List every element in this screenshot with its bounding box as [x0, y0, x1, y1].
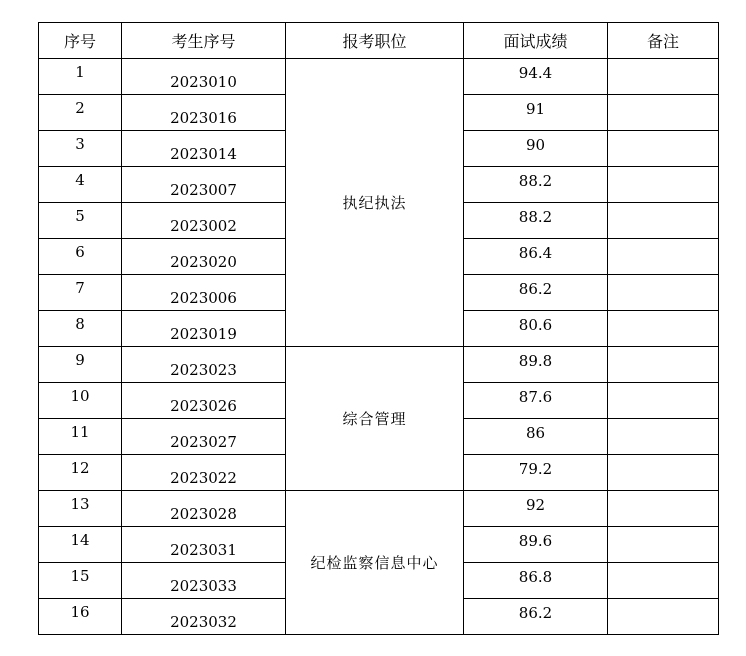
remarks-cell [608, 203, 719, 239]
candidate-number-cell: 2023010 [122, 59, 286, 95]
interview-score-table [38, 22, 719, 635]
interview-score-cell: 94.4 [464, 59, 608, 95]
remarks-cell [608, 275, 719, 311]
serial-number-cell: 16 [39, 599, 122, 635]
candidate-number-cell: 2023002 [122, 203, 286, 239]
remarks-cell [608, 59, 719, 95]
remarks-cell [608, 347, 719, 383]
candidate-number-cell: 2023026 [122, 383, 286, 419]
serial-number-cell: 14 [39, 527, 122, 563]
table-body [39, 59, 719, 635]
table-row [39, 59, 719, 95]
remarks-cell [608, 491, 719, 527]
interview-score-cell: 86.2 [464, 599, 608, 635]
table-header-row [39, 23, 719, 59]
candidate-number-cell: 2023022 [122, 455, 286, 491]
applied-position-cell: 执纪执法 [286, 59, 464, 347]
remarks-cell [608, 95, 719, 131]
serial-number-cell: 15 [39, 563, 122, 599]
candidate-number-cell: 2023027 [122, 419, 286, 455]
serial-number-cell: 3 [39, 131, 122, 167]
candidate-number-cell: 2023016 [122, 95, 286, 131]
interview-score-cell: 80.6 [464, 311, 608, 347]
serial-number-cell: 6 [39, 239, 122, 275]
interview-score-cell: 79.2 [464, 455, 608, 491]
serial-number-cell: 13 [39, 491, 122, 527]
table-row [39, 347, 719, 383]
candidate-number-cell: 2023014 [122, 131, 286, 167]
header-candidate-number: 考生序号 [122, 23, 286, 59]
serial-number-cell: 9 [39, 347, 122, 383]
interview-score-cell: 91 [464, 95, 608, 131]
serial-number-cell: 5 [39, 203, 122, 239]
remarks-cell [608, 419, 719, 455]
interview-score-cell: 88.2 [464, 167, 608, 203]
header-remarks: 备注 [608, 23, 719, 59]
applied-position-cell: 综合管理 [286, 347, 464, 491]
table-row [39, 491, 719, 527]
candidate-number-cell: 2023028 [122, 491, 286, 527]
remarks-cell [608, 383, 719, 419]
interview-score-cell: 86.8 [464, 563, 608, 599]
remarks-cell [608, 167, 719, 203]
candidate-number-cell: 2023032 [122, 599, 286, 635]
serial-number-cell: 8 [39, 311, 122, 347]
candidate-number-cell: 2023020 [122, 239, 286, 275]
remarks-cell [608, 599, 719, 635]
candidate-number-cell: 2023006 [122, 275, 286, 311]
remarks-cell [608, 527, 719, 563]
candidate-number-cell: 2023033 [122, 563, 286, 599]
remarks-cell [608, 455, 719, 491]
serial-number-cell: 4 [39, 167, 122, 203]
header-serial-number: 序号 [39, 23, 122, 59]
interview-score-cell: 89.8 [464, 347, 608, 383]
interview-score-cell: 88.2 [464, 203, 608, 239]
candidate-number-cell: 2023007 [122, 167, 286, 203]
serial-number-cell: 2 [39, 95, 122, 131]
applied-position-cell: 纪检监察信息中心 [286, 491, 464, 635]
serial-number-cell: 11 [39, 419, 122, 455]
interview-score-cell: 86.2 [464, 275, 608, 311]
header-interview-score: 面试成绩 [464, 23, 608, 59]
remarks-cell [608, 563, 719, 599]
candidate-number-cell: 2023023 [122, 347, 286, 383]
remarks-cell [608, 131, 719, 167]
serial-number-cell: 12 [39, 455, 122, 491]
interview-score-cell: 86 [464, 419, 608, 455]
serial-number-cell: 10 [39, 383, 122, 419]
remarks-cell [608, 311, 719, 347]
candidate-number-cell: 2023019 [122, 311, 286, 347]
interview-score-cell: 90 [464, 131, 608, 167]
serial-number-cell: 7 [39, 275, 122, 311]
interview-score-cell: 89.6 [464, 527, 608, 563]
interview-score-cell: 92 [464, 491, 608, 527]
header-applied-position: 报考职位 [286, 23, 464, 59]
candidate-number-cell: 2023031 [122, 527, 286, 563]
interview-score-cell: 87.6 [464, 383, 608, 419]
remarks-cell [608, 239, 719, 275]
serial-number-cell: 1 [39, 59, 122, 95]
interview-score-cell: 86.4 [464, 239, 608, 275]
